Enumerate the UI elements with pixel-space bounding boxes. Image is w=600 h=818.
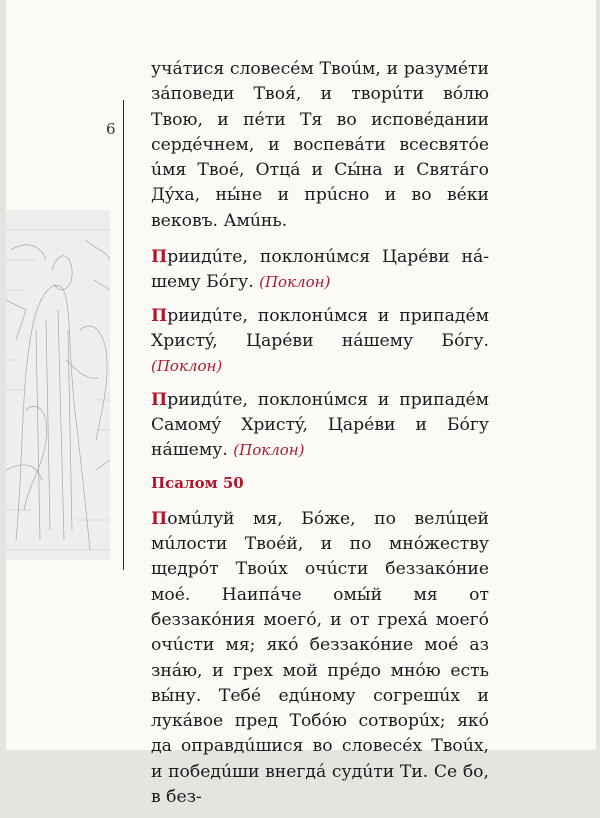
verse-3 (151, 388, 489, 464)
verse-initial: П (151, 389, 168, 410)
margin-rule (123, 100, 124, 570)
verse-text: риидúте, поклонúмся Царéви нá-шему Бóгу. (151, 247, 489, 293)
main-text (151, 57, 489, 818)
rubric: (Поклон) (233, 441, 305, 460)
verse-1 (151, 245, 489, 296)
intro-paragraph: учáтися словесéм Твоúм, и разумéти зáповеди Твоя́, и творúти вóлю Твою, и пéти Тя во исповéдании сердéчнем, и воспевáти всесвятóе úмя Твоé, Отцá и Сы́на и Святáго Дýха, ны́не и прúсно и во вéки вековъ. Амúнь. (151, 59, 489, 231)
page-number: 6 (106, 120, 116, 138)
verse-initial: П (151, 305, 168, 326)
psalm-paragraph (151, 507, 489, 811)
verse-2 (151, 304, 489, 380)
rubric: (Поклон) (259, 273, 331, 292)
psalm-initial: П (151, 508, 168, 529)
psalm-heading: Псалом 50 (151, 474, 244, 493)
rubric: (Поклон) (151, 357, 223, 376)
engraving-illustration (6, 210, 110, 560)
verse-text: риидúте, поклонúмся и припадéм Христý, Царéви нáшему Бóгу. (151, 305, 489, 351)
verse-initial: П (151, 247, 168, 268)
verse-text: риидúте, поклонúмся и припадéм Самомý Христý, Царéви и Бóгу нáшему. (151, 389, 489, 461)
psalm-text: омúлуй мя, Бóже, по велúцей мúлости Твоéй, и по мнóжеству щедрóт Твоúх очúсти беззакóние моé. Наипáче омы́й мя от беззакóния моегó, и от грехá моегó очúсти мя; якó беззакóние моé аз знáю, и грех мой прéдо мнóю есть вы́ну. Тебé едúному согрешúх и лукáвое пред Тобóю сотворúх; якó да оправдúшися во словесéх Твоúх, и победúши внегдá судúти Ти. Се бо, в без- (151, 508, 489, 808)
book-page (6, 0, 596, 808)
